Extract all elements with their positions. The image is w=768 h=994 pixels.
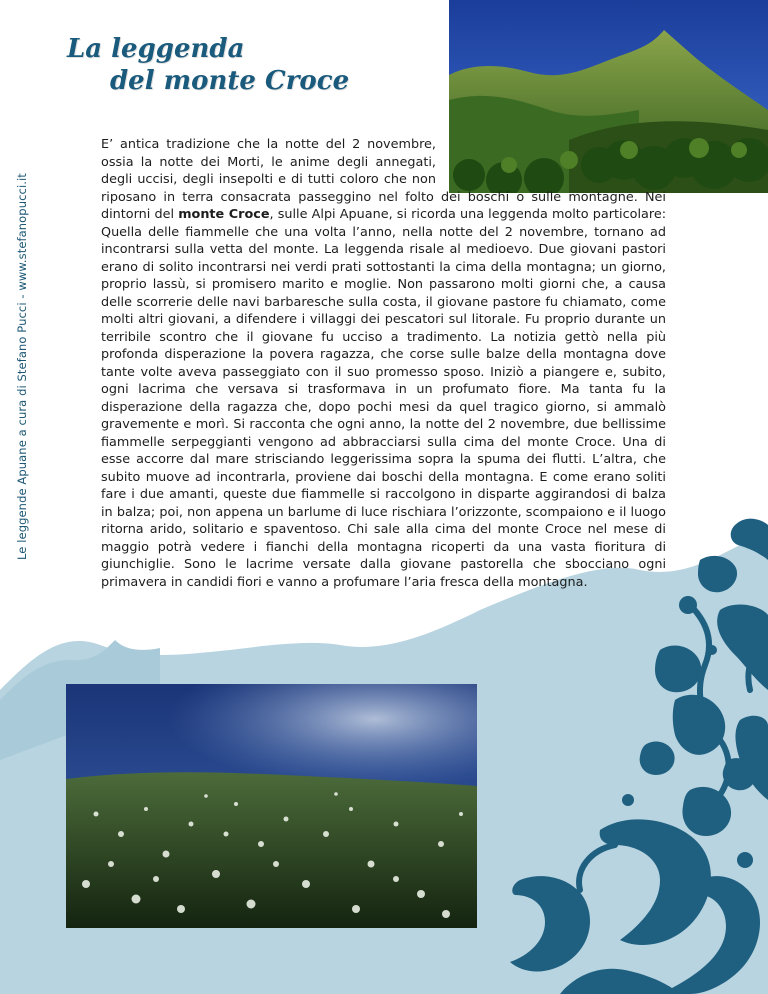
- title-line-1: La leggenda: [67, 34, 245, 64]
- photo-wrap-space: [436, 136, 666, 188]
- meadow-photo: [66, 684, 477, 928]
- side-caption: Le leggende Apuane a cura di Stefano Pucci - www.stefanopucci.it: [15, 173, 29, 560]
- title-line-2: del monte Croce: [110, 66, 350, 96]
- body-highlight-monte-croce: monte Croce: [178, 207, 270, 222]
- body-part-2: , sulle Alpi Apuane, si ricorda una leggenda molto particolare: Quella delle fiammelle che una volta l’anno, nella notte del 2 novembre, tornano ad incontrarsi sulla vetta del monte. La leggenda risale al medioevo. Due giovani pastori erano di solito incontrarsi nei verdi prati sottostanti la cima della montagna; un giorno, proprio lassù, si promisero marito e moglie. Non passarono molti giorni che, a causa delle scorrerie delle navi barbaresche sulla costa, il giovane pastore fu chiamato, come molti altri giovani, a difendere i villaggi dei pescatori sul litorale. Fu proprio durante un terribile scontro che il giovane fu ucciso a tradimento. La notizia gettò nella più profonda disperazione la povera ragazza, che corse sulle balze della montagna dove tante volte aveva passeggiato con il suo promesso sposo. Iniziò a piangere e, subito, ogni lacrima che versava si trasformava in un profumato fiore. Ma tanta fu la disperazione della ragazza che, dopo pochi mesi da quel tragico giorno, si ammalò gravemente e morì. Si racconta che ogni anno, la notte del 2 novembre, due bellissime fiammelle serpeggianti vengono ad abbracciarsi sulla cima del monte Croce. Una di esse accorre dal mare strisciando leggerissima sopra la spuma dei flutti. L’altra, che subito muove ad incontrarla, proviene dai boschi della montagna. E come erano soliti fare i due amanti, queste due fiammelle si raccolgono in disparte aggirandosi di balza in balza; poi, non appena un barlume di luce rischiara l’orizzonte, scompaiono e il luogo ritorna arido, solitario e spaventoso. Chi sale alla cima del monte Croce nel mese di maggio potrà vedere i fianchi della montagna ricoperti da una vasta fioritura di giunchiglie. Sono le lacrime versate dalla giovane pastorella che sbocciano ogni primavera in candidi fiori e vanno a profumare l’aria fresca della montagna.: [101, 207, 667, 590]
- body-part-1: E’ antica tradizione che la notte del 2 novembre, ossia la notte dei Morti, le anime degli annegati, degli uccisi, degli insepolti e di tutti coloro che non riposano in terra consacrata passeggino nel folto dei boschi o sulle montagne. Nei dintorni del: [101, 137, 666, 222]
- legend-body-text: [101, 136, 666, 591]
